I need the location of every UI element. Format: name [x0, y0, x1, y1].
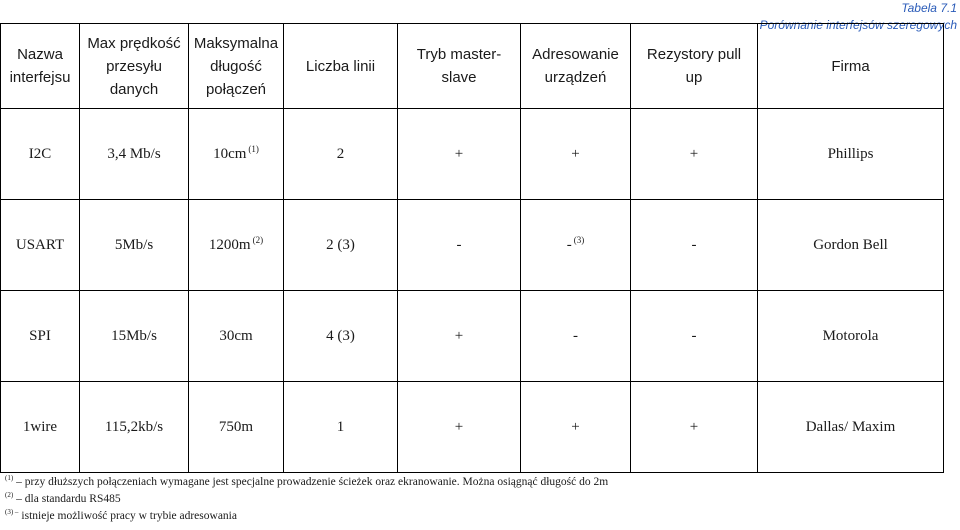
table-cell: [80, 200, 189, 291]
header-text: przesyłu danych: [106, 57, 162, 98]
table-row: [1, 291, 944, 382]
table-cell: [284, 382, 398, 473]
cell-value: USART: [15, 236, 65, 253]
header-text: Liczba linii: [305, 57, 376, 75]
cell-value: Motorola: [822, 327, 879, 344]
table-cell: [1, 291, 80, 382]
header-text: interfejsu: [9, 69, 71, 86]
header-cell: [284, 24, 398, 109]
cell-value: 10cm: [213, 145, 247, 162]
header-cell: [521, 24, 631, 109]
cell-value: +: [571, 418, 580, 435]
footnote: [5, 491, 608, 508]
table-cell: [189, 291, 284, 382]
table-row: [1, 200, 944, 291]
table-cell: [398, 291, 521, 382]
table-cell: [284, 291, 398, 382]
header-cell: [80, 24, 189, 109]
header-text: Maksymalna: [193, 34, 279, 52]
header-cell: [631, 24, 758, 109]
cell-value: -: [456, 236, 462, 253]
table-cell: [758, 200, 944, 291]
table-cell: [398, 109, 521, 200]
header-text: długość: [210, 57, 262, 75]
cell-value: 2: [336, 145, 345, 162]
table-cell: [521, 109, 631, 200]
cell-value: 115,2kb/s: [104, 418, 164, 435]
table-cell: [80, 382, 189, 473]
cell-value: 4 (3): [326, 327, 355, 344]
header-text: Tryb master-: [416, 46, 502, 63]
table-cell: [1, 200, 80, 291]
header-text: up: [685, 69, 703, 86]
table-cell: [631, 291, 758, 382]
header-text: slave: [441, 69, 477, 86]
footnote-text: – przy dłuższych połączeniach wymagane jest specjalne prowadzenie ścieżek oraz ekranowanie. Można osiągnąć długość do 2m: [16, 476, 609, 488]
table-cell: [521, 382, 631, 473]
table-cell: [521, 200, 631, 291]
table-cell: [189, 382, 284, 473]
cell-value: 30cm: [219, 327, 253, 344]
table-cell: [631, 109, 758, 200]
cell-value: -: [691, 236, 697, 253]
header-text: Nazwa: [17, 46, 63, 63]
table-cell: [758, 291, 944, 382]
table-cell: [631, 382, 758, 473]
table-cell: [189, 109, 284, 200]
footnote-text: istnieje możliwość pracy w trybie adresowania: [21, 510, 237, 522]
table-cell: [1, 109, 80, 200]
table-cell: [758, 382, 944, 473]
cell-value: +: [454, 145, 464, 162]
table-cell: [284, 200, 398, 291]
table-header-row: [1, 24, 944, 109]
cell-value: 1200m: [208, 236, 251, 253]
cell-value: 5Mb/s: [114, 236, 154, 253]
header-text: Max prędkość: [87, 34, 181, 52]
table-number: Tabela 7.1: [901, 1, 957, 15]
table-cell: [521, 291, 631, 382]
header-text: Adresowanie: [532, 46, 619, 63]
table-row: [1, 109, 944, 200]
table-title: Porównanie interfejsów szeregowych: [759, 18, 957, 32]
table-cell: [631, 200, 758, 291]
table-cell: [398, 382, 521, 473]
footnote-mark: (2): [252, 234, 264, 245]
cell-value: 1wire: [22, 418, 58, 435]
header-cell: [758, 24, 944, 109]
footnote-text: – dla standardu RS485: [16, 493, 121, 505]
footnote-mark: (1): [248, 143, 259, 154]
footnote: [5, 474, 608, 491]
header-text: Rezystory pull: [646, 46, 742, 63]
header-text: urządzeń: [544, 69, 607, 86]
table-cell: [758, 109, 944, 200]
cell-value: +: [571, 145, 580, 162]
cell-value: 15Mb/s: [111, 327, 157, 344]
cell-value: 750m: [218, 418, 254, 435]
header-text: Firma: [831, 57, 870, 75]
footnote-marker: (3) –: [5, 508, 19, 517]
table-cell: [189, 200, 284, 291]
footnote: [5, 508, 608, 525]
table-cell: [284, 109, 398, 200]
cell-value: -: [691, 327, 697, 344]
table-cell: [80, 109, 189, 200]
cell-value: 3,4 Mb/s: [107, 145, 161, 162]
cell-value: 1: [336, 418, 345, 435]
cell-value: Phillips: [827, 145, 874, 162]
comparison-table: [0, 23, 944, 473]
cell-value: Dallas/ Maxim: [805, 418, 896, 435]
cell-value: +: [454, 327, 464, 344]
header-text: połączeń: [205, 80, 267, 98]
header-cell: [1, 24, 80, 109]
cell-value: +: [454, 418, 464, 435]
footnote-marker: (1): [5, 474, 14, 483]
table-cell: [80, 291, 189, 382]
cell-value: +: [689, 145, 699, 162]
cell-value: +: [689, 418, 699, 435]
table-row: [1, 382, 944, 473]
header-cell: [189, 24, 284, 109]
cell-value: Gordon Bell: [813, 236, 888, 253]
cell-value: -: [566, 236, 572, 253]
cell-value: I2C: [28, 145, 52, 162]
header-cell: [398, 24, 521, 109]
footnote-mark: (3): [573, 234, 585, 245]
cell-value: SPI: [29, 327, 51, 344]
cell-value: -: [573, 327, 578, 344]
cell-value: 2 (3): [326, 236, 355, 253]
footnotes: [5, 474, 608, 525]
table-cell: [398, 200, 521, 291]
footnote-marker: (2): [5, 491, 14, 500]
table-cell: [1, 382, 80, 473]
